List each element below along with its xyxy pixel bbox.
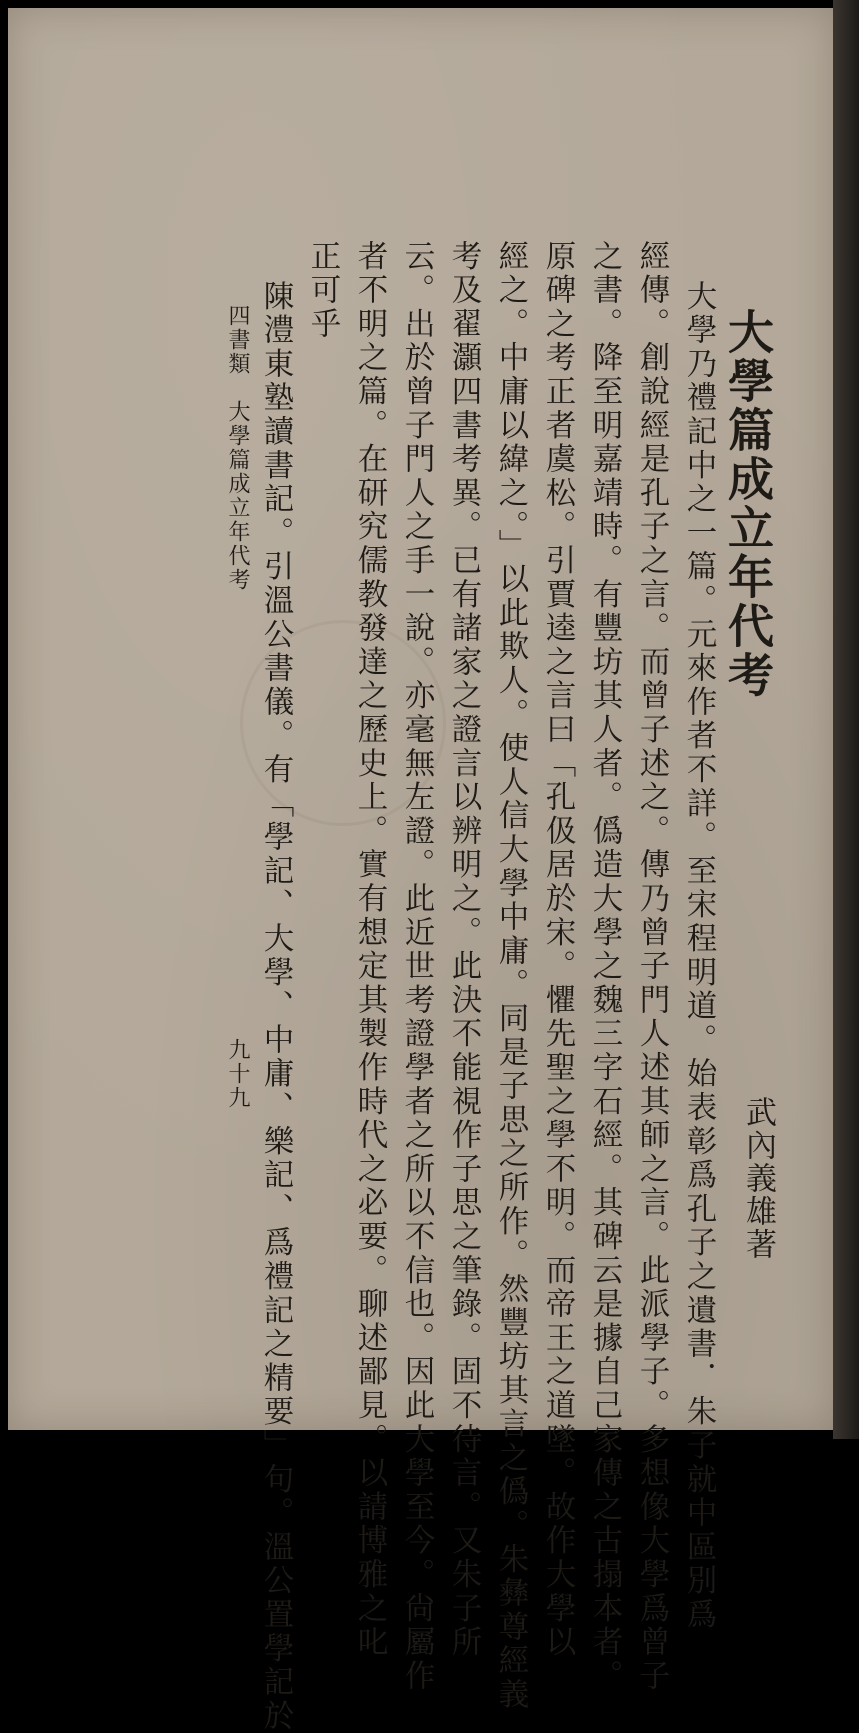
- body-column-4: 原碑之考正者虞松。引賈逵之言曰「孔伋居於宋。懼先聖之學不明。而帝王之道墜。故作大學以: [540, 240, 575, 1660]
- body-column-5: 經之。中庸以緯之。」以此欺人。使人信大學中庸。同是子思之所作。然豐坊其言之僞。朱彝尊經義: [493, 240, 528, 1712]
- author-line: 武內義雄著: [740, 1096, 776, 1261]
- page-number: 九十九: [225, 1038, 250, 1110]
- body-column-8: 者不明之篇。在研究儒教發達之歷史上。實有想定其製作時代之必要。聊述鄙見。以請博雅之叱: [352, 240, 387, 1660]
- body-column-9: 正可乎: [305, 240, 340, 342]
- body-column-3: 之書。降至明嘉靖時。有豐坊其人者。僞造大學之魏三字石經。其碑云是據自己家傳之古搨本者。: [587, 240, 622, 1694]
- body-column-2: 經傳。創說經是孔子之言。而曾子述之。傳乃曾子門人述其師之言。此派學子。多想像大學爲曾子: [634, 240, 669, 1694]
- body-column-6: 考及翟灝四書考異。已有諸家之證言以辨明之。此決不能視作子思之筆錄。固不待言。又朱子所: [446, 240, 481, 1660]
- body-column-10: 陳澧東塾讀書記。引溫公書儀。有「學記、大學、中庸、樂記、爲禮記之精要」句。溫公置學記於: [258, 280, 293, 1733]
- book-page: [8, 8, 833, 1733]
- body-column-7: 云。出於曾子門人之手一說。亦毫無左證。此近世考證學者之所以不信也。因此大學至今。尙屬作: [399, 240, 434, 1694]
- body-column-1: 大學乃禮記中之一篇。元來作者不詳。至宋程明道。始表彰爲孔子之遺書．朱子就中區別爲: [681, 280, 716, 1632]
- running-title: 四書類 大學篇成立年代考: [225, 304, 250, 592]
- article-title: 大學篇成立年代考: [721, 308, 775, 700]
- page-edge-shadow: [833, 0, 859, 1439]
